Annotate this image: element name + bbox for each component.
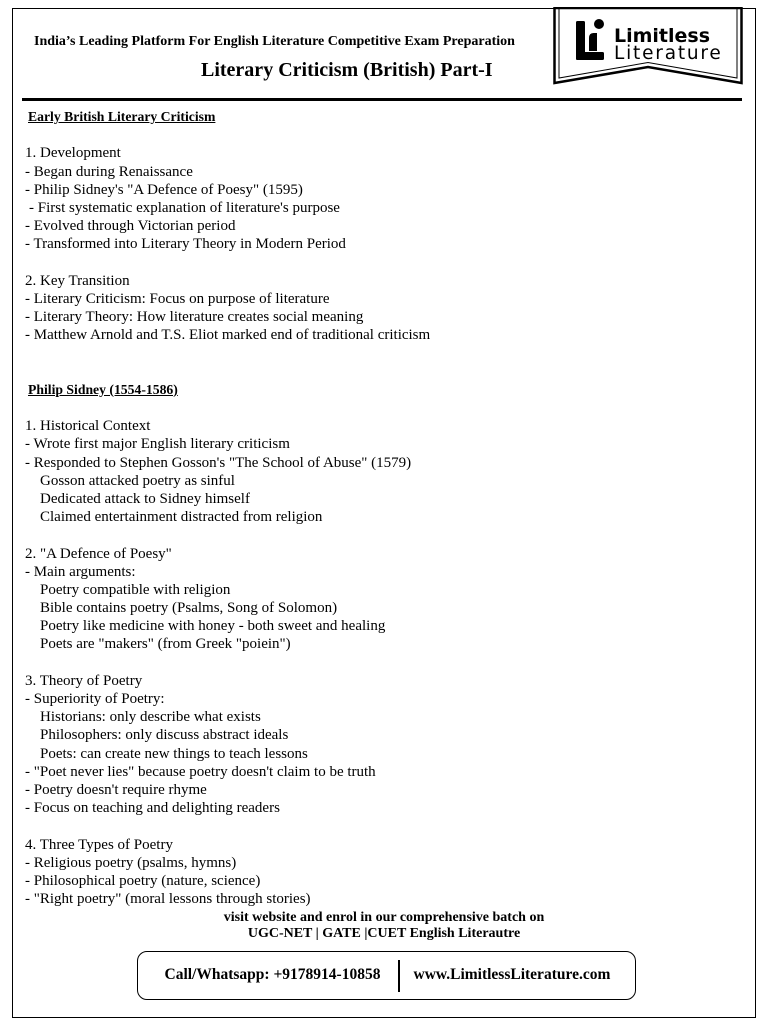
list-item: - Matthew Arnold and T.S. Eliot marked end of traditional criticism — [25, 327, 431, 344]
list-item: - First systematic explanation of literature's purpose — [29, 199, 340, 216]
sub-item: Poetry compatible with religion — [40, 581, 231, 598]
topic-title: 2. Key Transition — [25, 272, 130, 289]
logo-wordmark-limitless: Limitless — [614, 25, 711, 47]
topic-group — [25, 417, 725, 526]
topic-title: 4. Three Types of Poetry — [25, 836, 173, 853]
list-item: - Literary Theory: How literature creates social meaning — [25, 309, 364, 326]
list-item: - Responded to Stephen Gosson's "The School of Abuse" (1579) — [25, 454, 412, 471]
sub-item: Historians: only describe what exists — [40, 709, 261, 726]
header-divider — [22, 98, 742, 101]
contact-phone: Call/Whatsapp: +9178914-10858 — [164, 965, 381, 983]
topic-group — [25, 545, 725, 654]
sub-item: Philosophers: only discuss abstract ideals — [40, 727, 289, 744]
list-item: - Began during Renaissance — [25, 163, 193, 180]
footer-promo-exams: UGC-NET | GATE |CUET English Literautre — [247, 926, 521, 941]
header-tagline: India’s Leading Platform For English Literature Competitive Exam Preparation — [34, 34, 515, 49]
sub-item: Gosson attacked poetry as sinful — [40, 472, 235, 489]
topic-title: 1. Historical Context — [25, 418, 151, 435]
footer-promo-line: visit website and enrol in our comprehensive batch on — [223, 910, 545, 925]
topic-group — [25, 836, 725, 909]
topic-group — [25, 672, 725, 818]
list-item: - Poetry doesn't require rhyme — [25, 781, 207, 798]
list-item: - Main arguments: — [25, 563, 136, 580]
contact-box — [137, 951, 636, 1000]
website-link[interactable]: www.LimitlessLiterature.com — [413, 965, 611, 983]
list-item: - Philip Sidney's "A Defence of Poesy" (1595) — [25, 181, 303, 198]
list-item: - "Right poetry" (moral lessons through stories) — [25, 891, 311, 908]
section-heading — [25, 381, 725, 399]
contact-divider — [398, 960, 400, 992]
sub-item: Bible contains poetry (Psalms, Song of Solomon) — [40, 600, 338, 617]
topic-title: 3. Theory of Poetry — [25, 672, 143, 689]
list-item: - Focus on teaching and delighting readers — [25, 800, 280, 817]
topic-group — [25, 272, 725, 345]
list-item: - Philosophical poetry (nature, science) — [25, 872, 261, 889]
section-early-british-criticism — [25, 108, 725, 344]
list-item: - "Poet never lies" because poetry doesn't claim to be truth — [25, 763, 376, 780]
section-philip-sidney — [25, 381, 725, 908]
sub-item: Poetry like medicine with honey - both sweet and healing — [40, 618, 386, 635]
list-item: - Evolved through Victorian period — [25, 218, 236, 235]
topic-title: 2. "A Defence of Poesy" — [25, 545, 172, 562]
sub-item: Poets: can create new things to teach lessons — [40, 745, 308, 762]
list-item: - Religious poetry (psalms, hymns) — [25, 854, 237, 871]
topic-group — [25, 144, 725, 253]
logo-wordmark-literature: Literature — [614, 43, 723, 64]
section-heading-text: Philip Sidney (1554-1586) — [28, 381, 178, 397]
sub-item: Dedicated attack to Sidney himself — [40, 490, 250, 507]
section-heading — [25, 108, 725, 126]
list-item: - Wrote first major English literary criticism — [25, 436, 290, 453]
list-item: - Transformed into Literary Theory in Modern Period — [25, 236, 346, 253]
notes-body — [25, 108, 725, 908]
page-title: Literary Criticism (British) Part-I — [201, 59, 493, 81]
list-item: - Superiority of Poetry: — [25, 691, 165, 708]
section-heading-text: Early British Literary Criticism — [28, 109, 216, 124]
sub-item: Poets are "makers" (from Greek "poiein") — [40, 636, 291, 653]
list-item: - Literary Criticism: Focus on purpose of literature — [25, 290, 330, 307]
footer-promo — [0, 910, 768, 942]
sub-item: Claimed entertainment distracted from religion — [40, 509, 323, 526]
brand-logo — [553, 7, 743, 85]
topic-title: 1. Development — [25, 145, 121, 162]
